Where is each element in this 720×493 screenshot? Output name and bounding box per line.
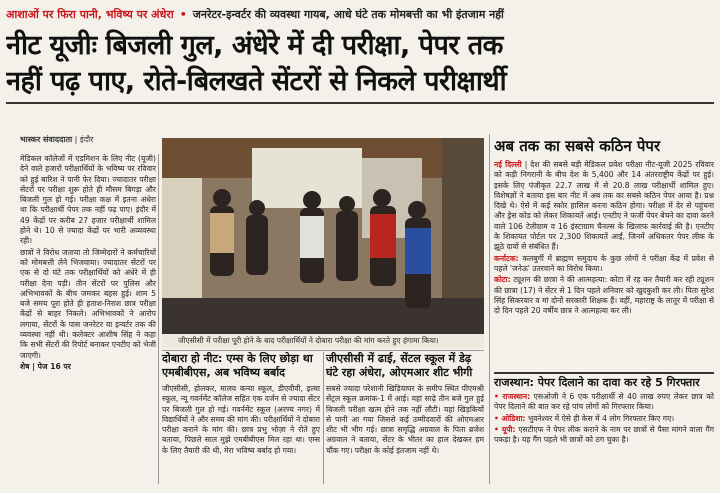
- box-item-1-label: • राजस्थान:: [494, 392, 531, 401]
- box-item-1: [494, 392, 714, 413]
- headline-rule: [6, 102, 714, 104]
- box-column: [494, 392, 714, 484]
- left-column: [20, 154, 156, 484]
- right-para-karnataka: [494, 254, 714, 275]
- byline: भास्कर संवाददाता | इंदौर: [20, 135, 94, 144]
- continued-jump: शेष | पेज 16 पर: [20, 361, 71, 371]
- strap-rest: जनरेटर-इन्वर्टर की व्यवस्था गायब, आधे घंटे तक मोमबत्ती का भी इंतजाम नहीं: [192, 8, 504, 21]
- box-item-2-text: भुवनेश्वर में ऐसे ही केस में 4 लोग गिरफ्तार किए गए।: [527, 413, 675, 423]
- right-headline: अब तक का सबसे कठिन पेपर: [494, 137, 661, 155]
- byline-city: इंदौर: [79, 135, 94, 144]
- byline-source: भास्कर संवाददाता: [20, 135, 73, 144]
- box-headline: राजस्थान: पेपर दिलाने का दावा कर रहे 5 गिरफ्तार: [494, 372, 714, 391]
- right-column: [494, 160, 714, 370]
- kota-text: ट्यूशन की छात्रा ने की आत्महत्या: कोटा में रह कर तैयारी कर रही ट्यूशन की छात्रा (17) ने सेंटर से 1 दिन पहले शनिवार को खुदकुशी कर ली। पिता सुरेश सिंह सिकरवार व मां दोनों सरकारी शिक्षक हैं। वहीं, महाराष्ट्र के लातूर में परीक्षा से दो दिन पहले 20 वर्षीय छात्र ने आत्महत्या कर ली।: [494, 275, 714, 316]
- column-divider-3: [323, 352, 324, 484]
- headline-line-2: नहीं पढ़ पाए, रोते-बिलखते सेंटरों से निकले परीक्षार्थी: [6, 66, 507, 97]
- photo-divider: [162, 350, 484, 351]
- right-para-1: नई दिल्ली | देश की सबसे बड़ी मेडिकल प्रवेश परीक्षा नीट-यूजी 2025 रविवार को कड़ी निगरानी के बीच देश के 5,400 और 14 अंतरराष्ट्रीय केंद्रों पर हुई। इसके लिए पंजीकृत 22.7 लाख में से 20.8 लाख परीक्षार्थी शामिल हुए। विशेषज्ञों ने बताया इस बार नीट में अब तक का सबसे कठिन पेपर आया है। प्रश्न दिखे थे। ऐसे में कई स्कोर हासिल करना कठिन होगा। परीक्षा में देर से पहुंचना और ड्रेस कोड को लेकर शिकायतें आईं। एनटीए ने फर्जी पेपर बेचने का दावा करने वाले 106 टेलीग्राम व 16 इंस्टाग्राम चैनल्स के खिलाफ कार्रवाई की है। एनटीए के शिकायत पोर्टल पर 2,300 शिकायतें आईं, जिनमें अधिकतर पेपर लीक के झूठे दावों से संबंधित हैं।: [494, 160, 714, 252]
- kota-label: कोटा:: [494, 275, 511, 285]
- mid2-headline: जीएसीसी में ढाई, सेंटल स्कूल में डेढ़ घंटे रहा अंधेरा, ओएमआर शीट भीगी: [326, 352, 473, 379]
- mid1-headline: दोबारा हो नीट: एम्स के लिए छोड़ा था एमबीबीएस, अब भविष्य बर्बाद: [162, 352, 313, 379]
- headline-line-1: नीट यूजीः बिजली गुल, अंधेरे में दी परीक्षा, पेपर तक: [6, 30, 503, 61]
- left-para-1: मेडिकल कॉलेजों में एडमिशन के लिए नीट (यूजी) देने वाले हजारों परीक्षार्थियों के भविष्य पर रविवार को हुई बारिश ने पानी फेर दिया। ज्यादातर परीक्षा सेंटरों पर परीक्षा शुरू होते ही मौसम बिगड़ा और बिजली गुल हो गई। परीक्षा कक्ष में इतना अंधेरा था कि परीक्षार्थी पेपर तक नहीं पढ़ पाए। इंदौर में 49 केंद्रों पर करीब 27 हजार परीक्षार्थी शामिल होने थे। 10 से ज्यादा केंद्रों पर भारी अव्यवस्था रही।: [20, 154, 156, 246]
- left-para-2: छात्रों ने विरोध जताया तो जिम्मेदारों ने कर्मचारियों को मोमबत्ती लेने भिजवाया। ज्यादातर सेंटरों पर एक से दो घंटे तक परीक्षार्थियों को अंधेरे में ही परीक्षा देना पड़ी। तीन सेंटरों पर पुलिस और अभिभावकों के बीच जमकर बहस हुई। शाम 5 बजे समय पूरा होते ही हताश-निराश छात्र परीक्षा केंद्रों से बाहर निकले। अभिभावकों ने आरोप लगाया, सेंटरों के पास जनरेटर या इन्वर्टर तक की व्यवस्था नहीं थी। कलेक्टर आशीष सिंह ने कहा कि सभी सेंटरों की रिपोर्ट बनाकर एनटीए को भेजी जाएगी।: [20, 247, 156, 360]
- box-item-3: [494, 425, 714, 446]
- strap-lead: आशाओं पर फिरा पानी, भविष्य पर अंधेरा: [6, 8, 174, 21]
- karnataka-label: कर्नाटक:: [494, 253, 519, 263]
- dateline: नई दिल्ली: [494, 160, 522, 169]
- crowd-illustration: [162, 138, 484, 334]
- strap-bullet: •: [179, 8, 187, 21]
- box-item-1-text: एसओजी ने 6 एक परीक्षार्थी से 40 लाख रुपए लेकर छात्र को पेपर दिलाने की बात कर रहे पांच लोगों को गिरफ्तार किया।: [494, 392, 714, 412]
- mid1-text: जीएसीसी, होलकर, मालव कन्या स्कूल, डीएवीवी, इल्वा स्कूल, न्यू गवर्नमेंट कॉलेज सहित एक दर्जन से ज्यादा सेंटर पर बिजली गुल हो गई। गवर्नमेंट स्कूल (अरण्य नगर) में विद्यार्थियों ने और समय की मांग की। परीक्षार्थियों ने दोबारा परीक्षा कराने के मांग की। छात्र प्रभु भोज़ा ने रोते हुए बताया, पिछले साल मुझे एमबीबीएस मिल रहा था। एम्स के लिए तैयारी की थी, मेरा भविष्य बर्बाद हो गया।: [162, 384, 320, 455]
- box-item-2: [494, 414, 714, 424]
- column-divider-2: [489, 134, 490, 484]
- right-para-kota: [494, 275, 714, 316]
- karnataka-text: कलबुर्गी में ब्राह्मण समुदाय के कुछ लोगों ने परीक्षा केंद्र में प्रवेश से पहले 'जनेऊ' उतरवाने का विरोध किया।: [494, 253, 714, 273]
- news-photo: [162, 138, 484, 334]
- box-item-3-text: एसटीएफ ने पेपर लीक कराने के नाम पर छात्रों से पैसा मांगने वाला गैंग पकड़ा है। यह गैंग पहले भी छात्रों को ठग चुका है।: [494, 424, 714, 445]
- article-body: [6, 134, 714, 489]
- box-item-2-label: • ओडिशा:: [494, 413, 526, 423]
- column-divider-1: [158, 154, 159, 484]
- photo-caption: जीएसीसी में परीक्षा पूरी होने के बाद परीक्षार्थियों ने दोबारा परीक्षा की मांग करते हुए हंगामा किया।: [162, 334, 484, 348]
- box-item-3-label: • यूपी:: [494, 424, 516, 434]
- right-para-1-text: देश की सबसे बड़ी मेडिकल प्रवेश परीक्षा नीट-यूजी 2025 रविवार को कड़ी निगरानी के बीच देश के 5,400 और 14 अंतरराष्ट्रीय केंद्रों पर हुई। इसके लिए पंजीकृत 22.7 लाख में से 20.8 लाख परीक्षार्थी शामिल हुए। विशेषज्ञों ने बताया इस बार नीट में अब तक का सबसे कठिन पेपर आया है। प्रश्न दिखे थे। ऐसे में कई स्कोर हासिल करना कठिन होगा। परीक्षा में देर से पहुंचना और ड्रेस कोड को लेकर शिकायतें आईं। एनटीए ने फर्जी पेपर बेचने का दावा करने वाले 106 टेलीग्राम व 16 इंस्टाग्राम चैनल्स के खिलाफ कार्रवाई की है। एनटीए के शिकायत पोर्टल पर 2,300 शिकायतें आईं, जिनमें अधिकतर पेपर लीक के झूठे दावों से संबंधित हैं।: [494, 160, 714, 252]
- mid2-text: सबसे ज्यादा परेशानी खिड़ियाघर के समीप स्थित पीएमश्री सेंट्रल स्कूल क्रमांक-1 में आई। यहां साढ़े तीन बजे गुल हुई बिजली परीक्षा खत्म होने तक नहीं लौटी। यहां खिड़कियों से पानी आ गया जिससे कई उम्मीदवारों की ओएमआर शीट भी भीग गई। छात्रा समृद्धि अग्रवाल के पिता ब्रजेश अग्रवाल ने बताया, सेंटर के भीतर का हाल देखकर हम चौंक गए। परीक्षा के कोई इंतजाम नहीं थे।: [326, 384, 484, 455]
- main-headline: [6, 28, 714, 100]
- top-strap: [6, 4, 714, 26]
